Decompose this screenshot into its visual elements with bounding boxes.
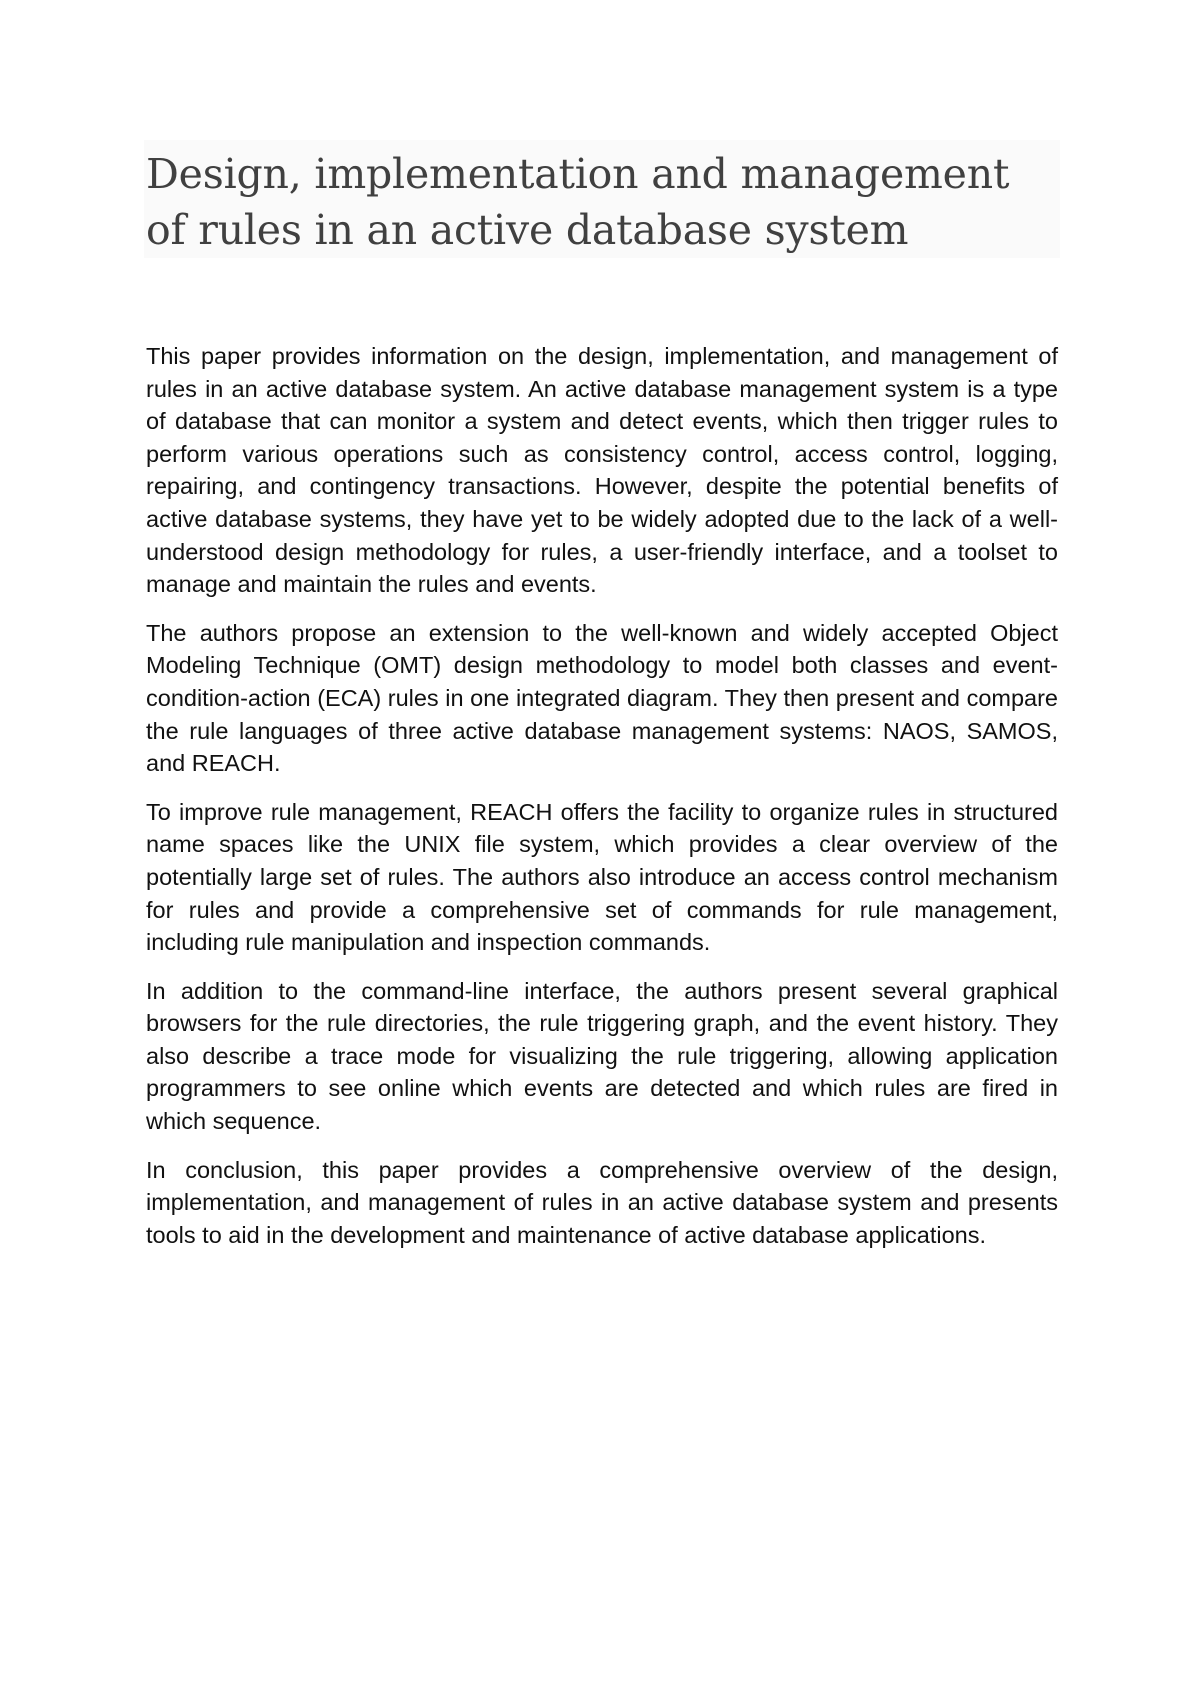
paragraph-5: In conclusion, this paper provides a comprehensive overview of the design, implementation, and management of rules in an active database system and presents tools to aid in the development and maintenance of active database applications.: [146, 1156, 1058, 1248]
paragraph-4: In addition to the command-line interface, the authors present several graphical browsers for the rule directories, the rule triggering graph, and the event history. They also describe a trace mode for visualizing the rule triggering, allowing application programmers to see online which events are detected and which rules are fired in which sequence.: [146, 977, 1058, 1135]
paragraph-1: This paper provides information on the design, implementation, and management of rules in an active database system. An active database management system is a type of database that can monitor a system and detect events, which then trigger rules to perform various operations such as consistency control, access control, logging, repairing, and contingency transactions. However, despite the potential benefits of active database systems, they have yet to be widely adopted due to the lack of a well-understood design methodology for rules, a user-friendly interface, and a toolset to manage and maintain the rules and events.: [146, 343, 1058, 598]
title-block: [144, 140, 1060, 258]
paragraph-2: The authors propose an extension to the well-known and widely accepted Object Modeling Technique (OMT) design methodology to model both classes and event-condition-action (ECA) rules in one integrated diagram. They then present and compare the rule languages of three active database management systems: NAOS, SAMOS, and REACH.: [146, 619, 1058, 777]
document-body: [146, 340, 1058, 1267]
paragraph-3: To improve rule management, REACH offers the facility to organize rules in structured name spaces like the UNIX file system, which provides a clear overview of the potentially large set of rules. The authors also introduce an access control mechanism for rules and provide a comprehensive set of commands for rule management, including rule manipulation and inspection commands.: [146, 798, 1058, 956]
document-title: Design, implementation and management of rules in an active database system: [146, 150, 1010, 254]
